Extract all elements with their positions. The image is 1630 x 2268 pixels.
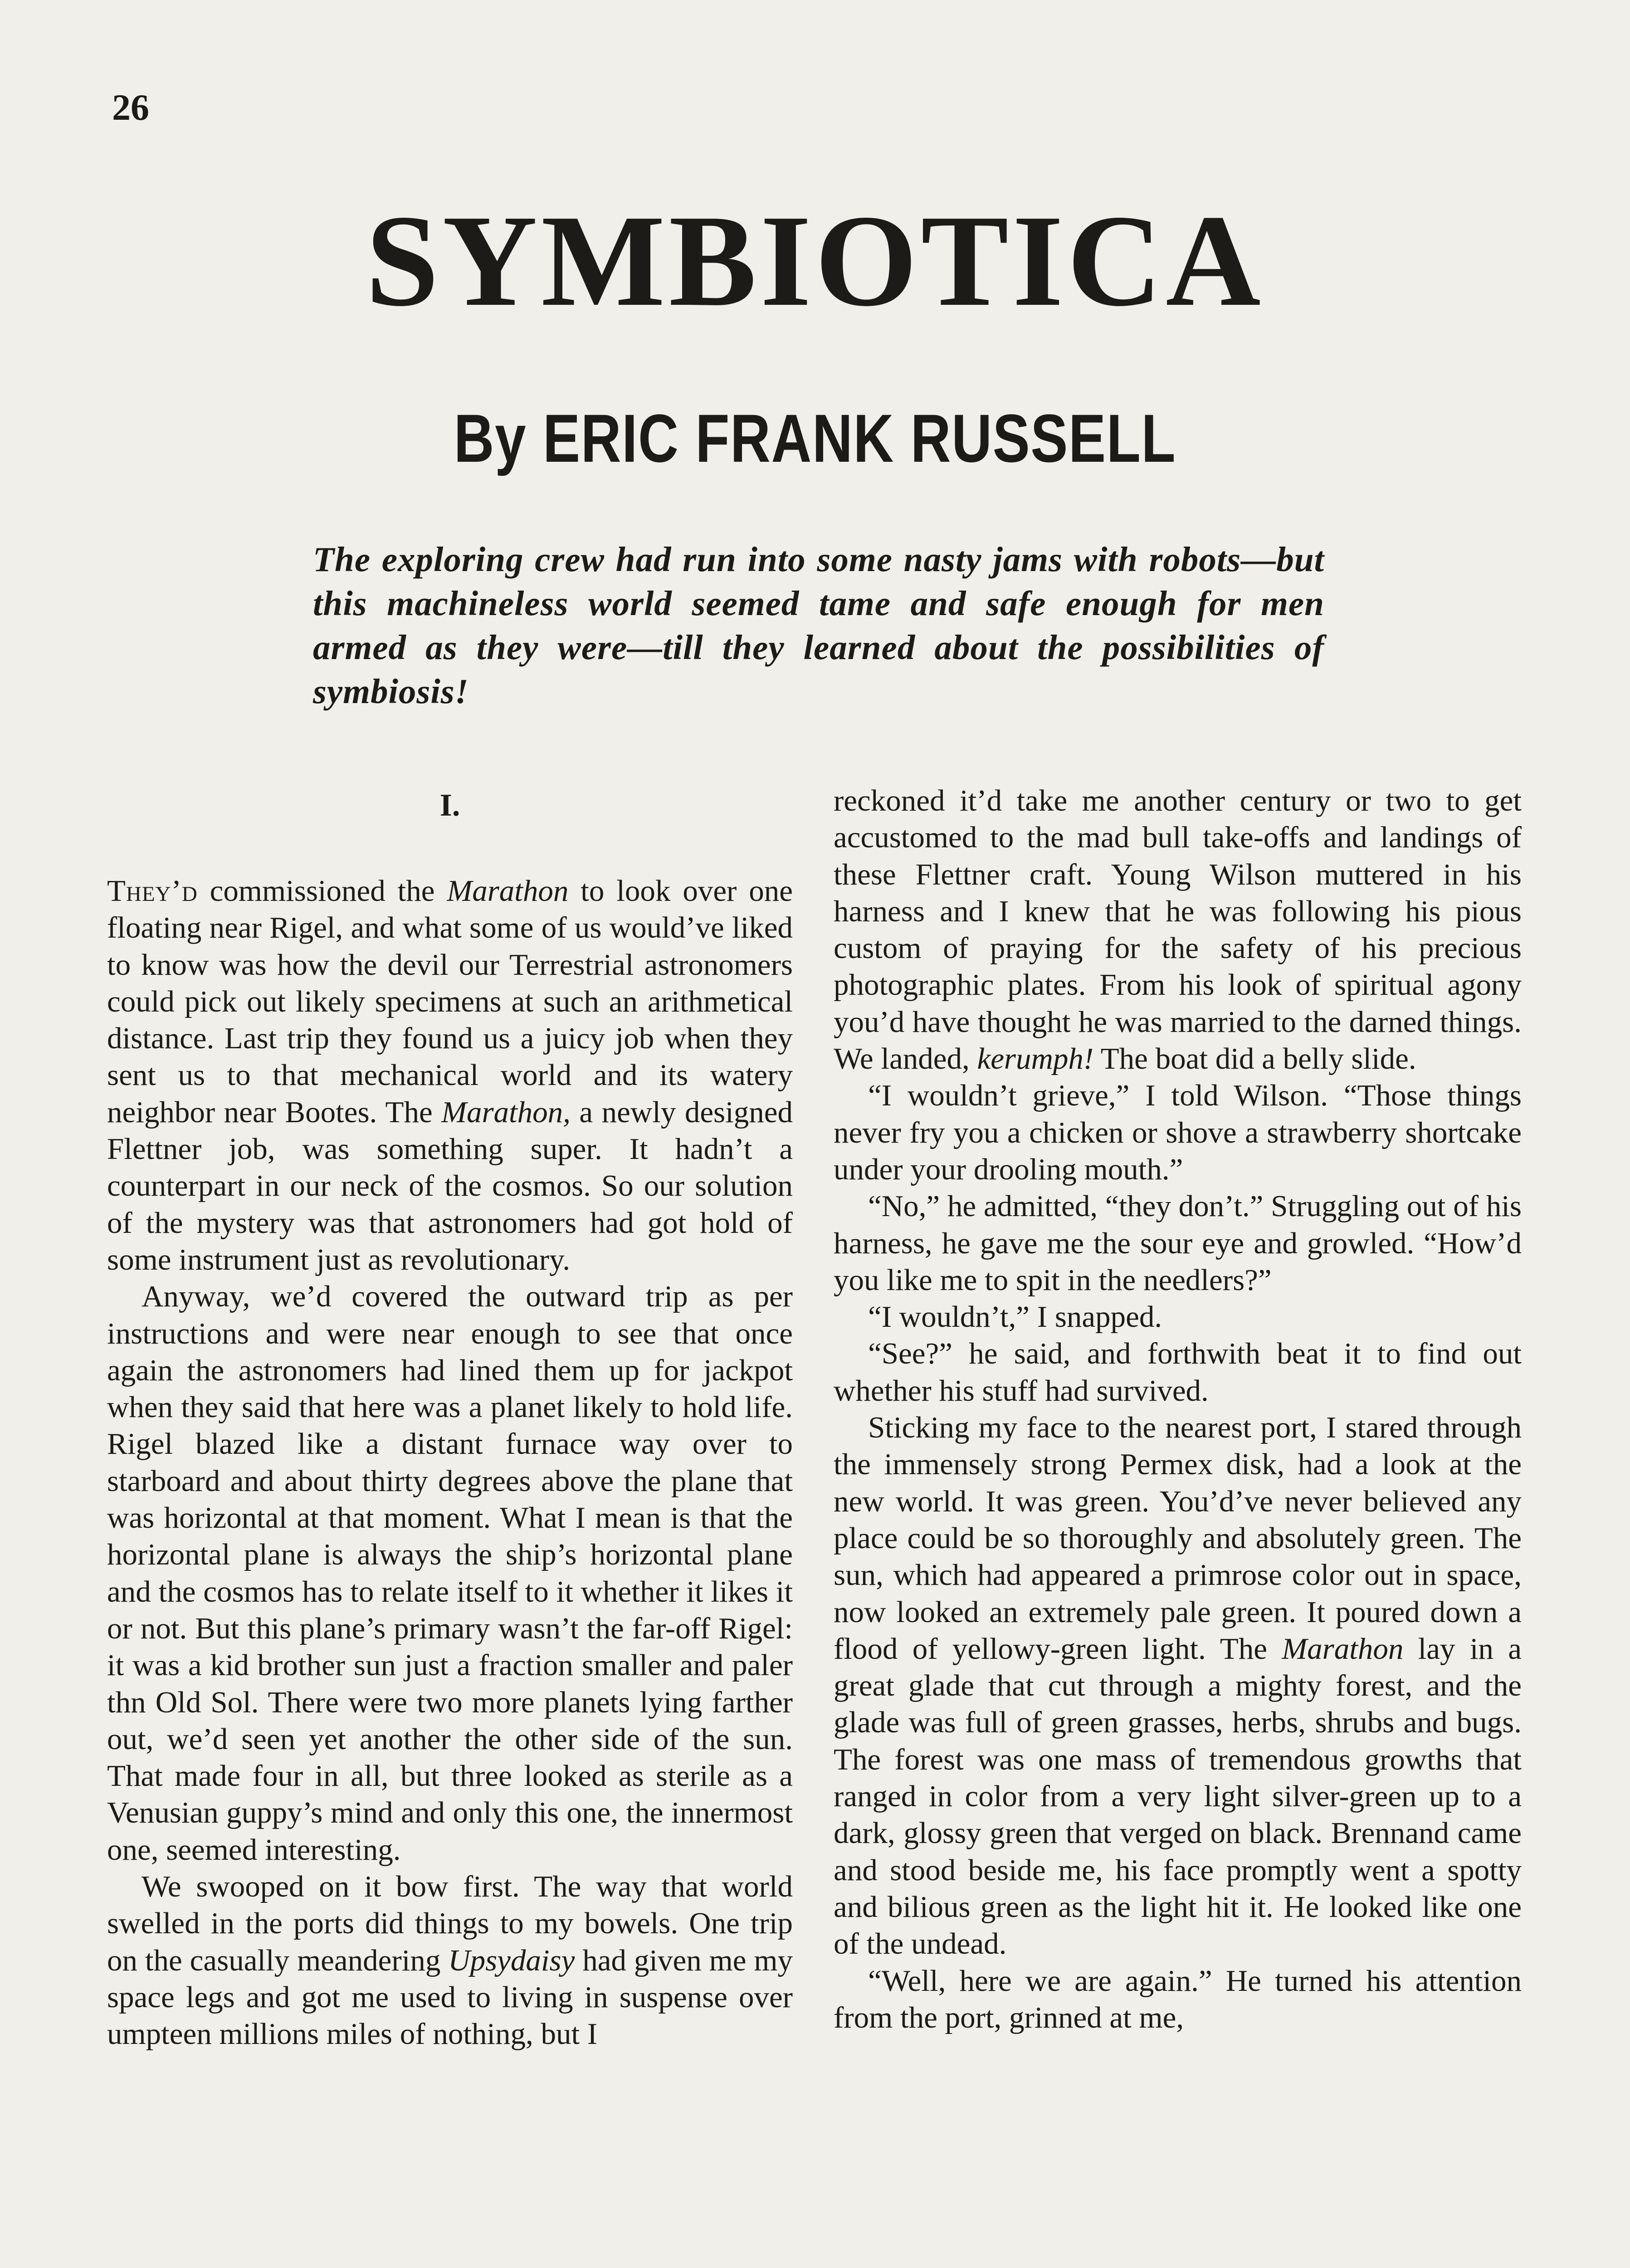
page-number: 26: [112, 87, 149, 128]
paragraph: reckoned it’d take me another century or two to get accustomed to the mad bull take-offs and landings of these Flettner craft. Young Wilson muttered in his harness and I knew that he was following his pious custom of praying for the safety of his precious photographic plates. From his look of spiritual agony you’d have thought he was married to the darned things. We landed, kerumph! The boat did a belly slide.: [834, 784, 1522, 1076]
left-column: [107, 787, 793, 2053]
paragraph: “No,” he admitted, “they don’t.” Struggling out of his harness, he gave me the sour eye and growled. “How’d you like me to spit in the needlers?”: [834, 1189, 1522, 1297]
story-blurb: The exploring crew had run into some nasty jams with robots—but this machineless world seemed tame and safe enough for men armed as they were—till they learned about the possibilities of symbiosis!: [313, 540, 1324, 711]
ship-name: Marathon: [1282, 1632, 1404, 1666]
paragraph: Anyway, we’d covered the outward trip as per instructions and were near enough to see that once again the astronomers had lined them up for jackpot when they said that here was a planet likely to hold life. Rigel blazed like a distant furnace way over to starboard and about thirty degrees above the plane that was horizontal at that moment. What I mean is that the horizontal plane is always the ship’s horizontal plane and the cosmos has to relate itself to it whether it likes it or not. But this plane’s primary wasn’t the far-off Rigel: it was a kid brother sun just a fraction smaller and paler thn Old Sol. There were two more planets lying farther out, we’d seen yet another the other side of the sun. That made four in all, but three looked as sterile as a Venusian guppy’s mind and only this one, the innermost one, seemed interesting.: [107, 1280, 793, 1867]
paragraph: “See?” he said, and forthwith beat it to find out whether his stuff had survived.: [834, 1337, 1522, 1408]
ship-name: Upsydaisy: [448, 1943, 575, 1977]
story-title: SYMBIOTICA: [366, 188, 1264, 333]
paragraph: We swooped on it bow first. The way that world swelled in the ports did things to my bowels. One trip on the casually meandering Upsydaisy had given me my space legs and got me used to living in suspense over umpteen millions miles of nothing, but I: [107, 1870, 793, 2051]
paragraph: They’d commissioned the Marathon to look over one floating near Rigel, and what some of us would’ve liked to know was how the devil our Terrestrial astronomers could pick out likely specimens at such an arithmetical distance. Last trip they found us a juicy job when they sent us to that mechanical world and its watery neighbor near Bootes. The Marathon, a newly designed Flettner job, was something super. It hadn’t a counterpart in our neck of the cosmos. So our solution of the mystery was that astronomers had got hold of some instrument just as revolutionary.: [107, 874, 793, 1276]
drop-word: They’d: [107, 874, 198, 908]
right-column: [834, 782, 1522, 2036]
ship-name: Marathon,: [441, 1095, 571, 1129]
sound-word: kerumph!: [977, 1042, 1094, 1076]
section-heading: I.: [439, 788, 460, 823]
paragraph: “I wouldn’t grieve,” I told Wilson. “Those things never fry you a chicken or shove a strawberry shortcake under your drooling mouth.”: [834, 1079, 1522, 1186]
ship-name: Marathon: [447, 874, 569, 908]
paragraph: Sticking my face to the nearest port, I stared through the immensely strong Permex disk, had a look at the new world. It was green. You’d’ve never believed any place could be so thoroughly and absolutely green. The sun, which had appeared a primrose color out in space, now looked an extremely pale green. It poured down a flood of yellowy-green light. The Marathon lay in a great glade that cut through a mighty forest, and the glade was full of green grasses, herbs, shrubs and bugs. The forest was one mass of tremendous growths that ranged in color from a very light silver-green up to a dark, glossy green that verged on black. Brennand came and stood beside me, his face promptly went a spotty and bilious green as the light hit it. He looked like one of the undead.: [834, 1411, 1522, 1961]
paragraph: “Well, here we are again.” He turned his attention from the port, grinned at me,: [834, 1964, 1522, 2034]
paragraph: “I wouldn’t,” I snapped.: [868, 1300, 1162, 1334]
story-byline: By ERIC FRANK RUSSELL: [454, 400, 1176, 476]
